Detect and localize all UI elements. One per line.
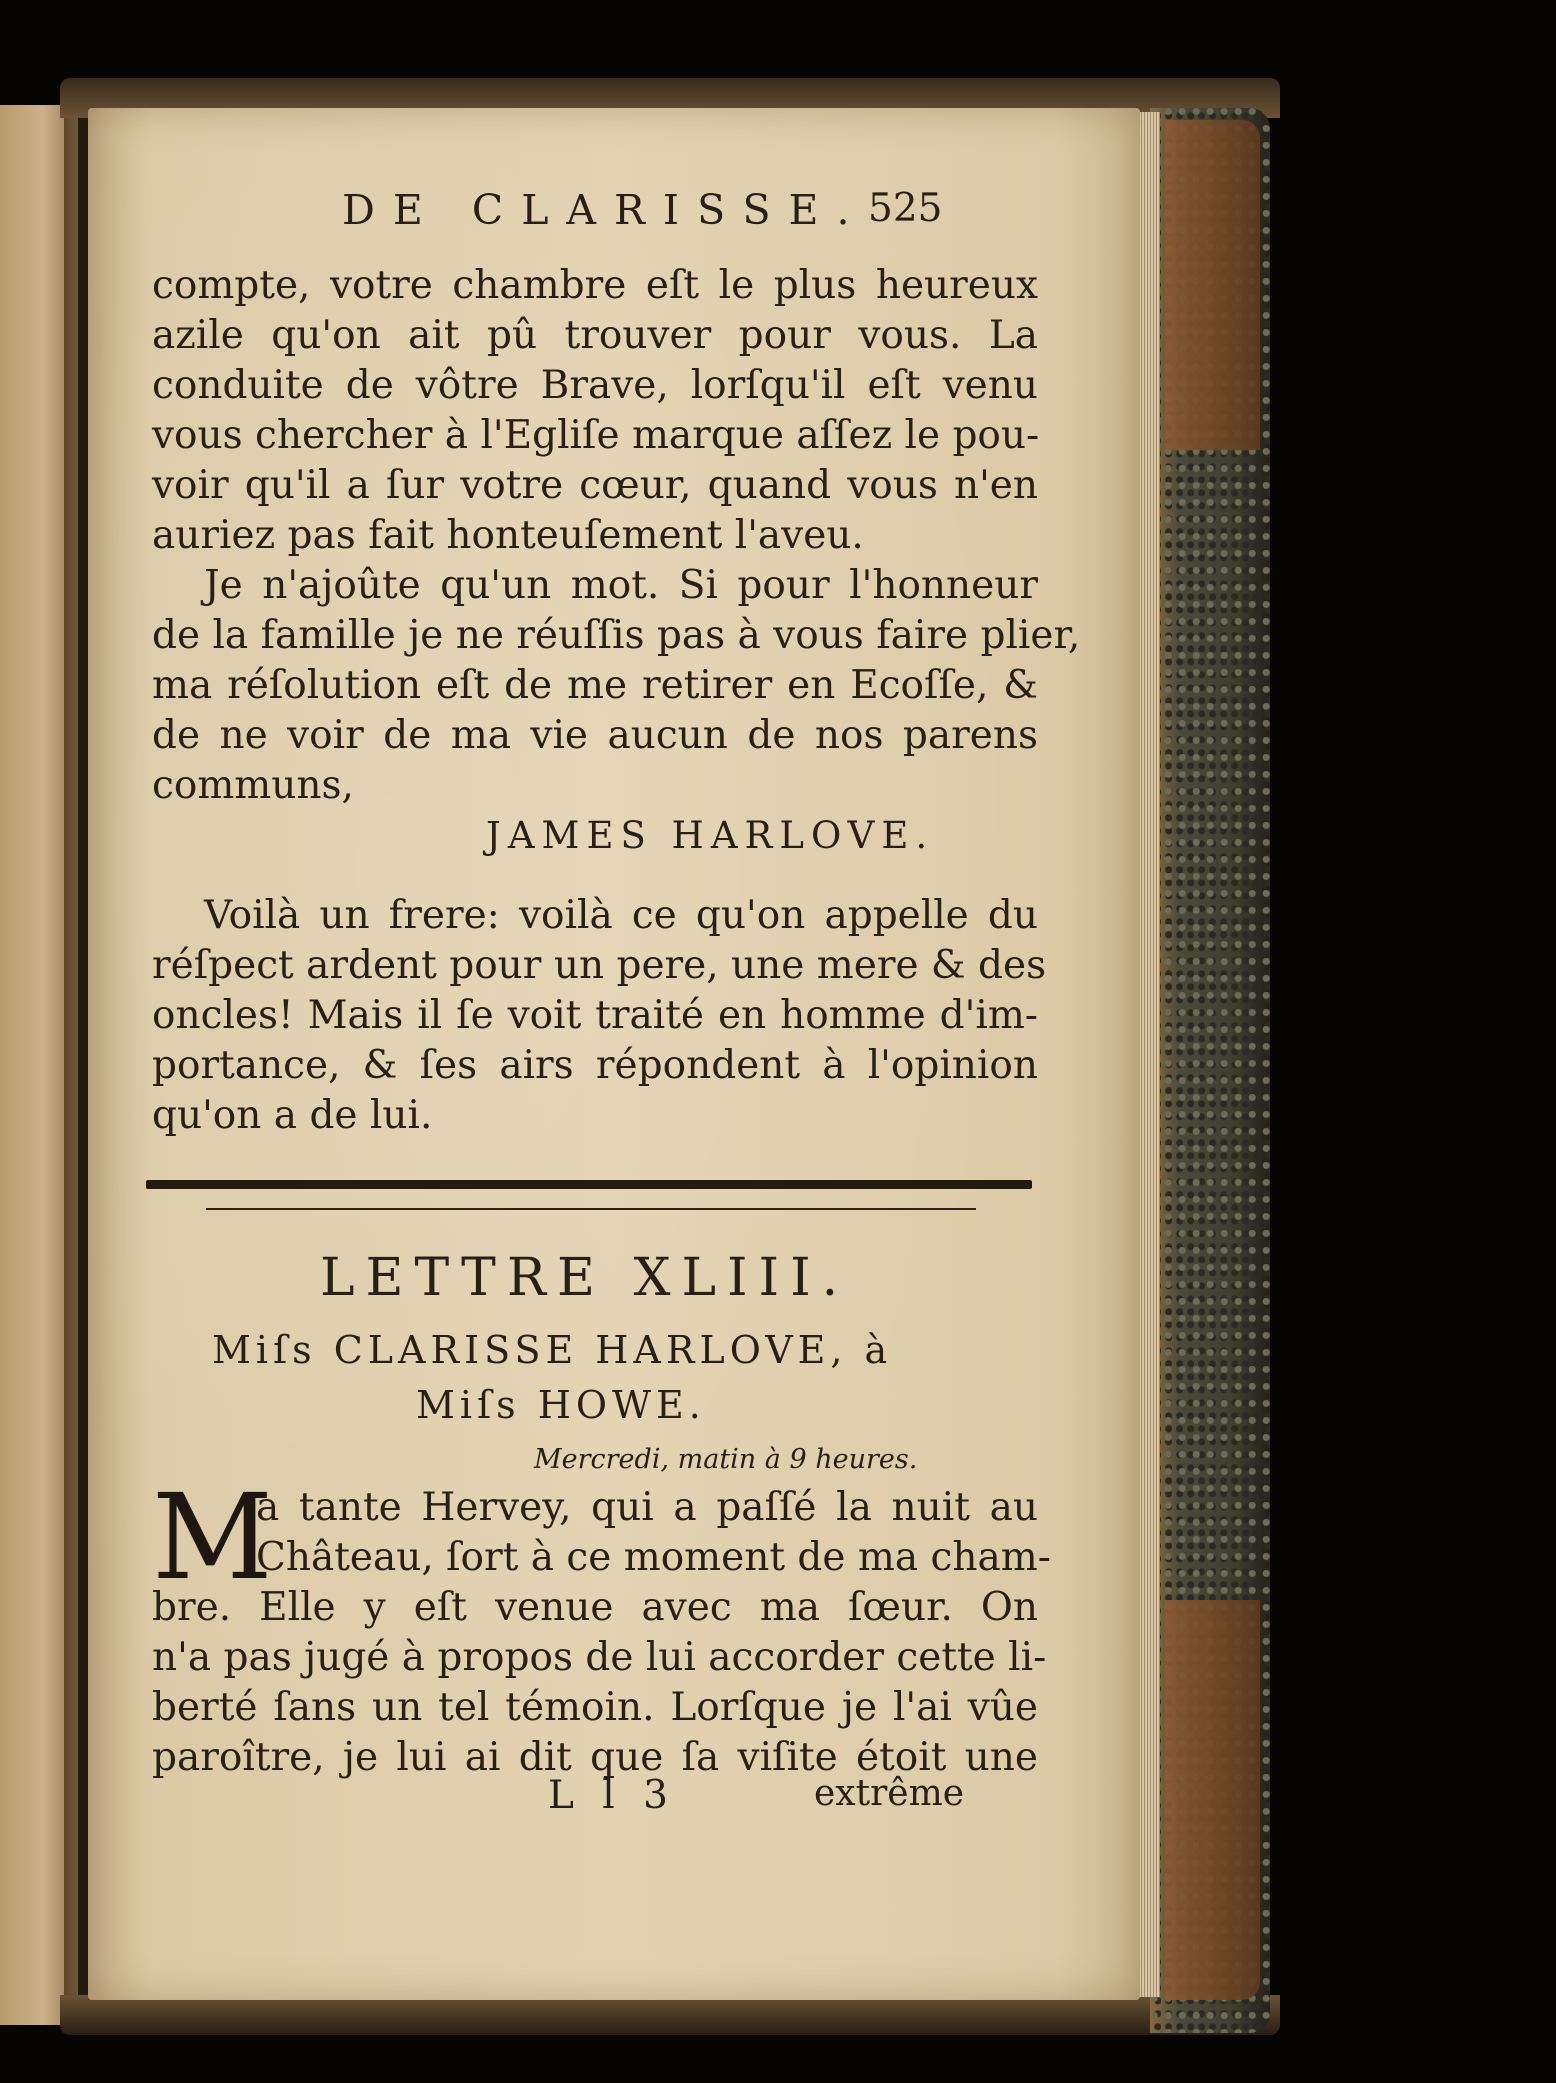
section-rule-thick bbox=[146, 1180, 1032, 1189]
spine-leather-top bbox=[1165, 120, 1260, 450]
text-line: bre. Elle y eſt venue avec ma ſœur. On bbox=[152, 1585, 1038, 1630]
text-line: de ne voir de ma vie aucun de nos parens bbox=[152, 713, 1038, 758]
text-line: portance, & ſes airs répondent à l'opinion bbox=[152, 1043, 1038, 1088]
signature-mark: L l 3 bbox=[548, 1773, 676, 1818]
section-rule-thin bbox=[206, 1208, 976, 1210]
spine-leather-bottom bbox=[1165, 1600, 1260, 2000]
letter-heading: LETTRE XLIII. bbox=[320, 1248, 850, 1308]
text-line: Je n'ajoûte qu'un mot. Si pour l'honneur bbox=[204, 563, 1038, 608]
drop-cap: M bbox=[152, 1468, 273, 1606]
text-line: oncles! Mais il ſe voit traité en homme d'im- bbox=[152, 993, 1038, 1038]
catchword: extrême bbox=[814, 1773, 965, 1814]
text-line: ma réſolution eſt de me retirer en Ecoſſe, & bbox=[152, 663, 1038, 708]
text-line: a tante Hervey, qui a paſſé la nuit au bbox=[256, 1485, 1038, 1530]
text-line: voir qu'il a ſur votre cœur, quand vous n'en bbox=[152, 463, 1038, 508]
text-line: Voilà un frere: voilà ce qu'on appelle du bbox=[204, 893, 1038, 938]
text-line: de la famille je ne réuſſis pas à vous faire plier, bbox=[152, 613, 1081, 658]
page-number: 525 bbox=[868, 186, 943, 231]
text-line: berté ſans un tel témoin. Lorſque je l'ai vûe bbox=[152, 1685, 1038, 1730]
text-line: conduite de vôtre Brave, lorſqu'il eſt venu bbox=[152, 363, 1038, 408]
text-line: communs, bbox=[152, 763, 354, 808]
running-title: DE CLARISSE. bbox=[342, 186, 868, 234]
text-line: paroître, je lui ai dit que ſa viſite étoit une bbox=[152, 1735, 1038, 1780]
letter-address-line-1: Miſs CLARISSE HARLOVE, à bbox=[212, 1328, 893, 1372]
text-line: Château, ſort à ce moment de ma cham- bbox=[256, 1535, 1051, 1580]
text-line: azile qu'on ait pû trouver pour vous. La bbox=[152, 313, 1038, 358]
letter-date: Mercredi, matin à 9 heures. bbox=[534, 1444, 918, 1475]
book-page bbox=[88, 108, 1140, 2000]
text-line: auriez pas fait honteuſement l'aveu. bbox=[152, 513, 864, 558]
text-line: qu'on a de lui. bbox=[152, 1093, 433, 1138]
text-line: compte, votre chambre eſt le plus heureux bbox=[152, 263, 1038, 308]
letter-signature: JAMES HARLOVE. bbox=[486, 814, 935, 857]
cover-bottom-edge bbox=[60, 1995, 1280, 2035]
text-line: n'a pas jugé à propos de lui accorder cette li- bbox=[152, 1635, 1047, 1680]
text-line: vous chercher à l'Egliſe marque aſſez le pou- bbox=[152, 413, 1040, 458]
text-line: réſpect ardent pour un pere, une mere & des bbox=[152, 943, 1047, 988]
letter-address-line-2: Miſs HOWE. bbox=[416, 1383, 706, 1427]
